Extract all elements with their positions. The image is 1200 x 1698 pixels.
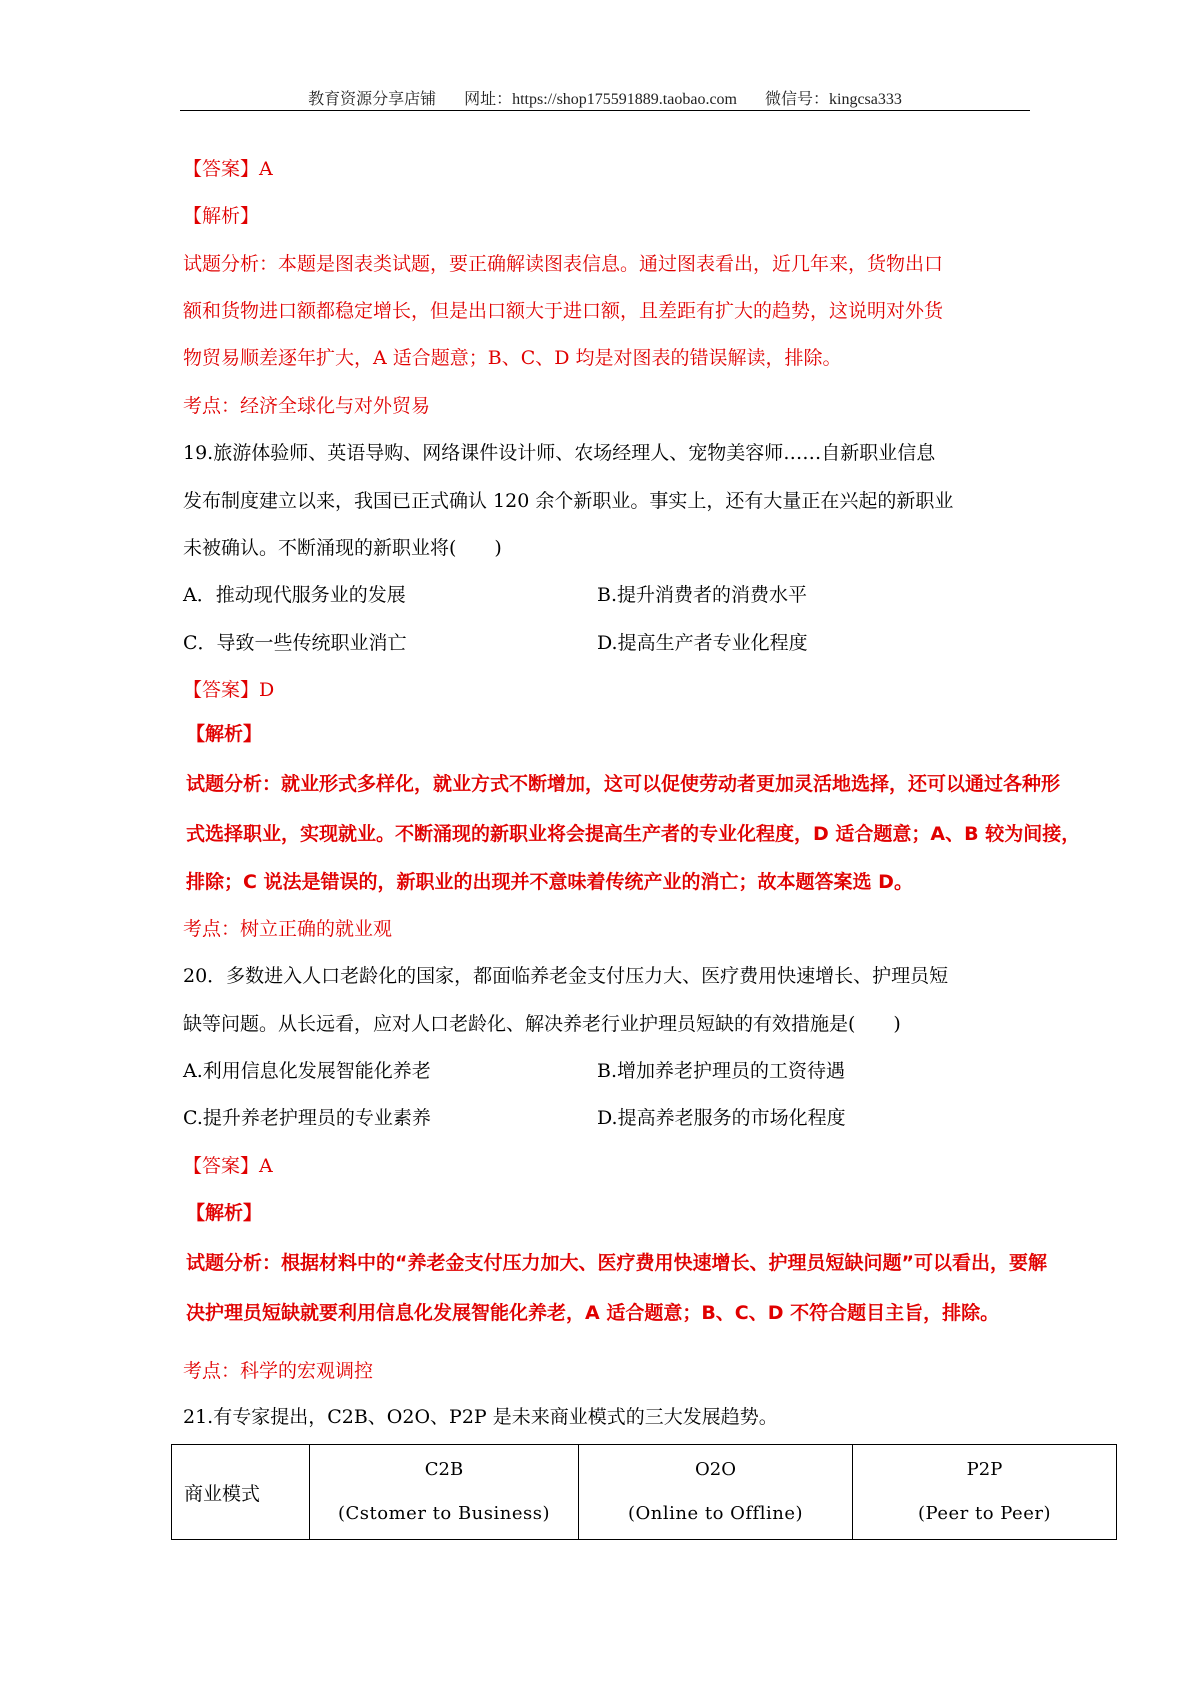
q20-option-c: C.提升养老护理员的专业素养 [183, 1107, 431, 1129]
table-cell-c2b [310, 1445, 579, 1540]
q19-answer: 【答案】D [183, 679, 275, 701]
header-wechat: 微信号：kingcsa333 [765, 91, 902, 108]
page-header [180, 86, 1030, 109]
q19-option-a: A．推动现代服务业的发展 [183, 584, 406, 606]
q19-analysis-line: 试题分析：就业形式多样化，就业方式不断增加，这可以促使劳动者更加灵活地选择，还可以通过各种形 [186, 773, 1061, 795]
business-model-table [171, 1444, 1117, 1540]
q19-analysis-label: 【解析】 [186, 723, 263, 745]
q20-analysis-label: 【解析】 [186, 1202, 263, 1224]
header-shop: 教育资源分享店铺 [308, 91, 437, 108]
c2b-full: (Cstomer to Business) [338, 1503, 550, 1524]
q19-option-c: C．导致一些传统职业消亡 [183, 632, 407, 654]
p2p-code: P2P [966, 1459, 1003, 1480]
header-url: 网址：https://shop175591889.taobao.com [464, 91, 737, 108]
q20-answer: 【答案】A [183, 1155, 273, 1177]
table-row [172, 1445, 1117, 1540]
q18-answer: 【答案】A [183, 158, 273, 180]
q19-option-b: B.提升消费者的消费水平 [597, 584, 808, 606]
q20-point: 考点：科学的宏观调控 [183, 1360, 374, 1382]
q21-stem: 21.有专家提出，C2B、O2O、P2P 是未来商业模式的三大发展趋势。 [183, 1406, 778, 1428]
q20-analysis-line: 决护理员短缺就要利用信息化发展智能化养老，A 适合题意；B、C、D 不符合题目主旨，排除。 [186, 1302, 1000, 1324]
q18-point: 考点：经济全球化与对外贸易 [183, 395, 431, 417]
q18-analysis-line: 物贸易顺差逐年扩大，A 适合题意；B、C、D 均是对图表的错误解读，排除。 [183, 347, 842, 369]
c2b-code: C2B [424, 1459, 464, 1480]
q19-stem-line: 19.旅游体验师、英语导购、网络课件设计师、农场经理人、宠物美容师……自新职业信息 [183, 442, 936, 464]
q19-analysis-line: 式选择职业，实现就业。不断涌现的新职业将会提高生产者的专业化程度，D 适合题意；A、B 较为间接， [186, 823, 1081, 845]
q20-option-b: B.增加养老护理员的工资待遇 [597, 1060, 846, 1082]
q18-analysis-label: 【解析】 [183, 205, 260, 227]
table-cell-o2o [579, 1445, 853, 1540]
table-cell-p2p [853, 1445, 1117, 1540]
q20-option-d: D.提高养老服务的市场化程度 [597, 1107, 846, 1129]
table-row-header: 商业模式 [172, 1445, 310, 1540]
p2p-full: (Peer to Peer) [918, 1503, 1051, 1524]
q18-analysis-line: 试题分析：本题是图表类试题，要正确解读图表信息。通过图表看出，近几年来，货物出口 [183, 253, 944, 275]
q20-option-a: A.利用信息化发展智能化养老 [183, 1060, 431, 1082]
q19-point: 考点：树立正确的就业观 [183, 918, 393, 940]
q19-analysis-line: 排除；C 说法是错误的，新职业的出现并不意味着传统产业的消亡；故本题答案选 D。 [186, 871, 913, 893]
q19-option-d: D.提高生产者专业化程度 [597, 632, 808, 654]
o2o-full: (Online to Offline) [627, 1503, 803, 1524]
q20-stem-line: 缺等问题。从长远看，应对人口老龄化、解决养老行业护理员短缺的有效措施是( ) [183, 1013, 901, 1035]
q18-analysis-line: 额和货物进口额都稳定增长，但是出口额大于进口额，且差距有扩大的趋势，这说明对外货 [183, 300, 944, 322]
q19-stem-line: 未被确认。不断涌现的新职业将( ) [183, 537, 502, 559]
q19-stem-line: 发布制度建立以来，我国已正式确认 120 余个新职业。事实上，还有大量正在兴起的新职业 [183, 490, 954, 512]
header-rule [180, 110, 1030, 111]
q20-analysis-line: 试题分析：根据材料中的“养老金支付压力加大、医疗费用快速增长、护理员短缺问题”可以看出，要解 [186, 1252, 1047, 1274]
o2o-code: O2O [695, 1459, 736, 1480]
q20-stem-line: 20．多数进入人口老龄化的国家，都面临养老金支付压力大、医疗费用快速增长、护理员短 [183, 965, 949, 987]
